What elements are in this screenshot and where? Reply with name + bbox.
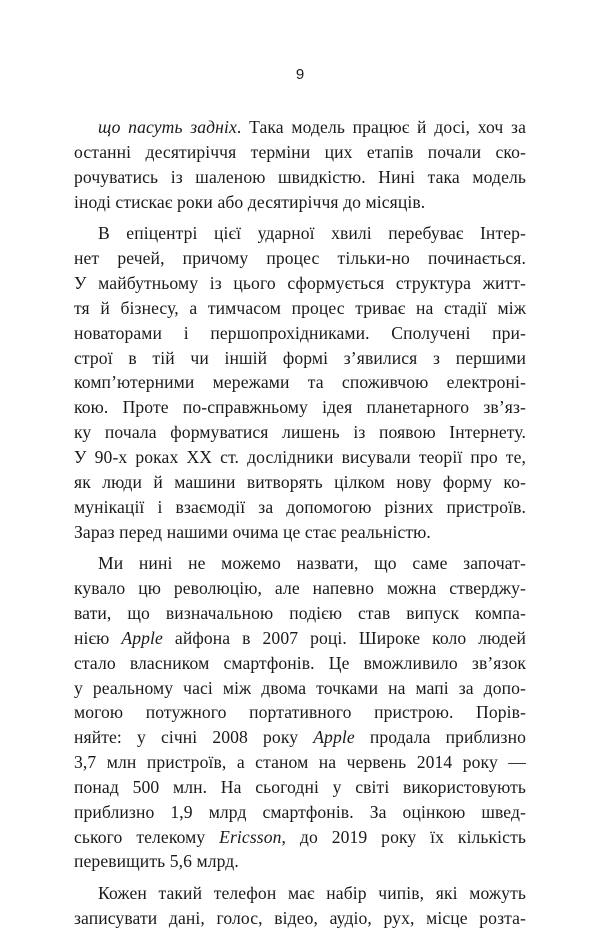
paragraph [74, 221, 526, 544]
text-run: іноді стискає роки або десятиріччя до місяців. [74, 191, 426, 212]
text-run: рочуватись із шаленою швидкістю. Нині така модель [74, 166, 526, 187]
text-run: У 90-х роках ХХ ст. дослідники висували теорії про те, [74, 446, 526, 467]
text-run: . Така модель працює й досі, хоч за [236, 117, 526, 137]
text-line [74, 825, 526, 850]
text-line [74, 849, 526, 874]
text-run: 3,7 млн пристроїв, а станом на червень 2014 року — [74, 752, 526, 773]
text-run: нією [74, 627, 122, 648]
text-run: Ми нині не можемо назвати, що саме започат- [98, 553, 526, 574]
text-run: кою. Проте по-справжньому ідея планетарного зв’яз- [74, 397, 526, 418]
text-line [74, 676, 526, 701]
text-run: новаторами і першопрохідниками. Сполучені при- [74, 322, 526, 343]
text-line [74, 495, 526, 520]
text-run: ку почала формуватися лишень із появою Інтернету. [74, 422, 526, 443]
text-line [74, 470, 526, 495]
text-line [74, 551, 526, 576]
italic-text: що пасуть задніх [98, 117, 237, 137]
text-run: тя й бізнесу, а тимчасом процес триває на стадії між [74, 297, 526, 318]
text-line [74, 906, 526, 931]
text-line [74, 445, 526, 470]
paragraph [74, 115, 526, 214]
text-line [74, 221, 526, 246]
text-line [74, 420, 526, 445]
text-line [74, 651, 526, 676]
italic-text: Apple [313, 727, 355, 748]
text-run: няйте: у січні 2008 року [74, 727, 314, 748]
text-run: перевищить 5,6 млрд. [74, 851, 239, 872]
text-run: Кожен такий телефон має набір чипів, які можуть [98, 883, 526, 904]
text-run: понад 500 млн. На сьогодні у світі використовують [74, 776, 526, 797]
text-line [74, 881, 526, 906]
text-run: нет речей, причому процес тільки-но починається. [74, 248, 526, 269]
text-run: Зараз перед нашими очима це стає реальністю. [74, 521, 431, 542]
text-run: мунікації і взаємодії за допомогою різних пристроїв. [74, 496, 526, 517]
text-line [74, 246, 526, 271]
text-line [74, 296, 526, 321]
text-run: комп’ютерними мережами та споживчою електроні- [74, 372, 526, 393]
text-line [74, 700, 526, 725]
paragraph [74, 881, 526, 931]
text-line [74, 576, 526, 601]
text-run: вати, що визначальною подією став випуск компа- [74, 603, 526, 624]
text-line [74, 346, 526, 371]
text-run: записувати дані, голос, відео, аудіо, рух, місце розта- [74, 908, 526, 929]
text-run: стало власником смартфонів. Це вможливило зв’язок [74, 652, 526, 673]
text-line [74, 321, 526, 346]
body-text [74, 115, 526, 931]
paragraph-gap [74, 874, 526, 881]
text-run: айфона в 2007 році. Широке коло людей [162, 627, 527, 648]
text-line [74, 370, 526, 395]
text-run: строї в тій чи іншій формі з’явилися з першими [74, 347, 526, 368]
text-line [74, 395, 526, 420]
text-line [74, 115, 526, 140]
text-run: , до 2019 року їх кількість [281, 826, 526, 847]
text-run: ського телекому [74, 826, 220, 847]
paragraph-gap [74, 544, 526, 551]
text-line [74, 190, 526, 215]
text-line [74, 140, 526, 165]
text-run: У майбутньому із цього сформується структура житт- [74, 273, 526, 294]
text-run: могою потужного портативного пристрою. Порів- [74, 702, 526, 723]
italic-text: Apple [121, 627, 163, 648]
text-line [74, 725, 526, 750]
text-run: кувало цю революцію, але напевно можна стверджу- [74, 578, 526, 599]
text-line [74, 800, 526, 825]
paragraph-gap [74, 214, 526, 221]
text-line [74, 165, 526, 190]
text-line [74, 601, 526, 626]
text-line [74, 626, 526, 651]
text-run: останні десятиріччя терміни цих етапів почали ско- [74, 141, 526, 162]
text-run: приблизно 1,9 млрд смартфонів. За оцінкою швед- [74, 801, 526, 822]
text-line [74, 271, 526, 296]
text-run: продала приблизно [354, 727, 526, 748]
text-run: у реальному часі між двома точками на мапі за допо- [74, 677, 526, 698]
text-run: як люди й машини витворять цілком нову форму ко- [74, 471, 526, 492]
text-line [74, 520, 526, 545]
text-line [74, 775, 526, 800]
text-run: В епіцентрі цієї ударної хвилі перебуває Інтер- [98, 223, 526, 244]
page-number: 9 [295, 66, 305, 83]
text-line [74, 750, 526, 775]
paragraph [74, 551, 526, 874]
italic-text: Ericsson [219, 826, 282, 847]
